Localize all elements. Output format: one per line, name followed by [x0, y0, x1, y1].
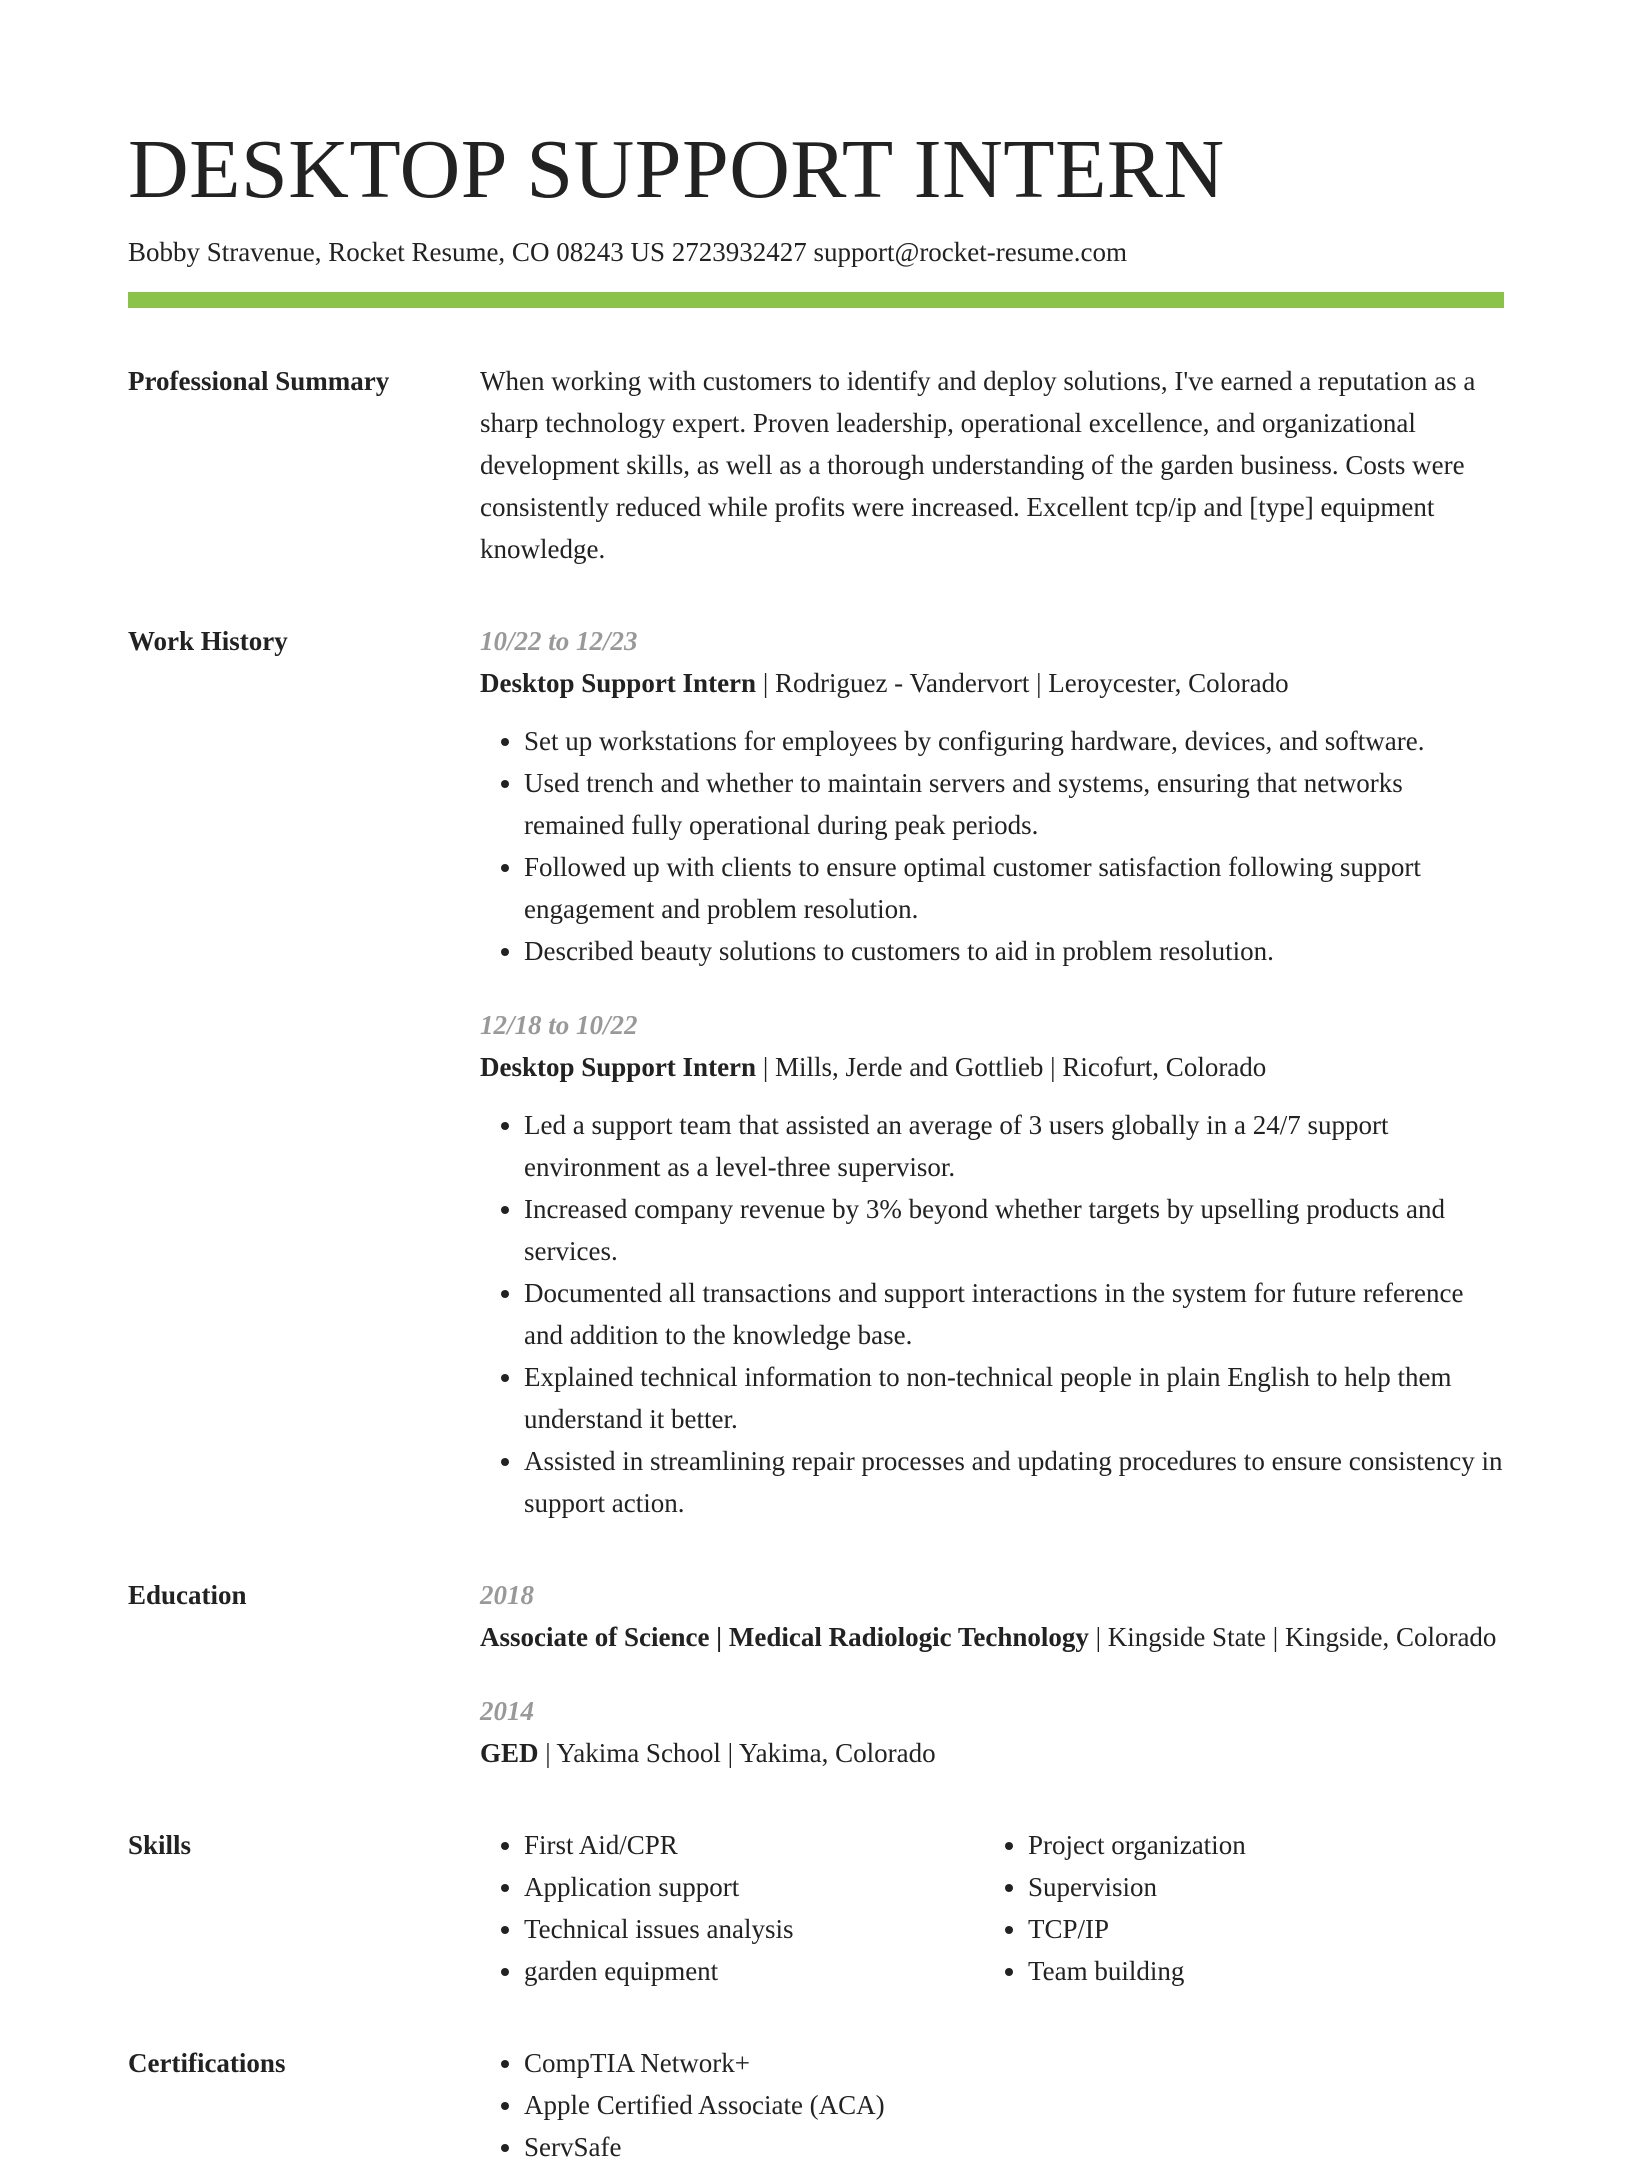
skills-list-left — [480, 1824, 984, 1992]
education-year: 2018 — [480, 1580, 534, 1610]
section-label-certifications: Certifications — [128, 2048, 286, 2078]
list-item: • First Aid/CPR — [524, 1824, 984, 1866]
list-item: • Used trench and whether to maintain servers and systems, ensuring that networks remained fully operational during peak periods. — [524, 762, 1504, 846]
list-item: • ServSafe — [524, 2126, 1504, 2168]
certifications-section — [128, 2042, 1504, 2168]
education-details: | Kingside State | Kingside, Colorado — [1088, 1622, 1497, 1652]
contact-line: Bobby Stravenue, Rocket Resume, CO 08243 US 2723932427 support@rocket-resume.com — [128, 237, 1127, 267]
summary-section — [128, 360, 1504, 570]
education-degree: GED — [480, 1738, 539, 1768]
list-item: • Described beauty solutions to customers to aid in problem resolution. — [524, 930, 1504, 972]
list-item: • Increased company revenue by 3% beyond whether targets by upselling products and services. — [524, 1188, 1504, 1272]
resume-page — [128, 118, 1504, 2168]
job-title: Desktop Support Intern — [480, 1052, 757, 1082]
education-entry — [480, 1690, 1504, 1774]
summary-text: When working with customers to identify and deploy solutions, I've earned a reputation as a sharp technology expert. Proven leadership, operational excellence, and organizational development skills, as well as a thorough understanding of the garden business. Costs were consistently reduced while profits were increased. Excellent tcp/ip and [type] equipment knowledge. — [480, 366, 1476, 564]
job-dates: 12/18 to 10/22 — [480, 1010, 638, 1040]
list-item: • Application support — [524, 1866, 984, 1908]
list-item: • Followed up with clients to ensure optimal customer satisfaction following support engagement and problem resolution. — [524, 846, 1504, 930]
resume-title: DESKTOP SUPPORT INTERN — [128, 123, 1225, 216]
job-entry — [480, 620, 1504, 972]
education-details: | Yakima School | Yakima, Colorado — [538, 1738, 936, 1768]
skills-section — [128, 1824, 1504, 1992]
job-heading — [480, 1046, 1504, 1088]
job-dates: 10/22 to 12/23 — [480, 626, 638, 656]
education-entry — [480, 1574, 1504, 1658]
job-bullets — [480, 720, 1504, 972]
list-item: • Team building — [1028, 1950, 1488, 1992]
section-label-work-history: Work History — [128, 626, 288, 656]
education-degree: Associate of Science | Medical Radiologic Technology — [480, 1622, 1089, 1652]
education-heading — [480, 1732, 1504, 1774]
list-item: • Documented all transactions and support interactions in the system for future reference and addition to the knowledge base. — [524, 1272, 1504, 1356]
job-details: | Rodriguez - Vandervort | Leroycester, Colorado — [756, 668, 1289, 698]
list-item: • Apple Certified Associate (ACA) — [524, 2084, 1504, 2126]
list-item: • Project organization — [1028, 1824, 1488, 1866]
list-item: • TCP/IP — [1028, 1908, 1488, 1950]
list-item: • Explained technical information to non-technical people in plain English to help them understand it better. — [524, 1356, 1504, 1440]
list-item: • Assisted in streamlining repair processes and updating procedures to ensure consistency in support action. — [524, 1440, 1504, 1524]
section-label-education: Education — [128, 1580, 247, 1610]
job-heading — [480, 662, 1504, 704]
job-entry — [480, 1004, 1504, 1524]
list-item: • CompTIA Network+ — [524, 2042, 1504, 2084]
work-history-section — [128, 620, 1504, 1524]
education-section — [128, 1574, 1504, 1774]
education-heading — [480, 1616, 1504, 1658]
section-label-summary: Professional Summary — [128, 366, 390, 396]
job-bullets — [480, 1104, 1504, 1524]
list-item: • Set up workstations for employees by configuring hardware, devices, and software. — [524, 720, 1504, 762]
list-item: • Supervision — [1028, 1866, 1488, 1908]
section-label-skills: Skills — [128, 1830, 192, 1860]
job-details: | Mills, Jerde and Gottlieb | Ricofurt, Colorado — [756, 1052, 1267, 1082]
list-item: • garden equipment — [524, 1950, 984, 1992]
list-item: • Led a support team that assisted an average of 3 users globally in a 24/7 support environment as a level-three supervisor. — [524, 1104, 1504, 1188]
skills-columns — [480, 1824, 1504, 1992]
job-title: Desktop Support Intern — [480, 668, 757, 698]
education-year: 2014 — [480, 1696, 534, 1726]
certifications-list — [480, 2042, 1504, 2168]
list-item: • Technical issues analysis — [524, 1908, 984, 1950]
accent-divider — [128, 292, 1504, 308]
skills-list-right — [984, 1824, 1488, 1992]
